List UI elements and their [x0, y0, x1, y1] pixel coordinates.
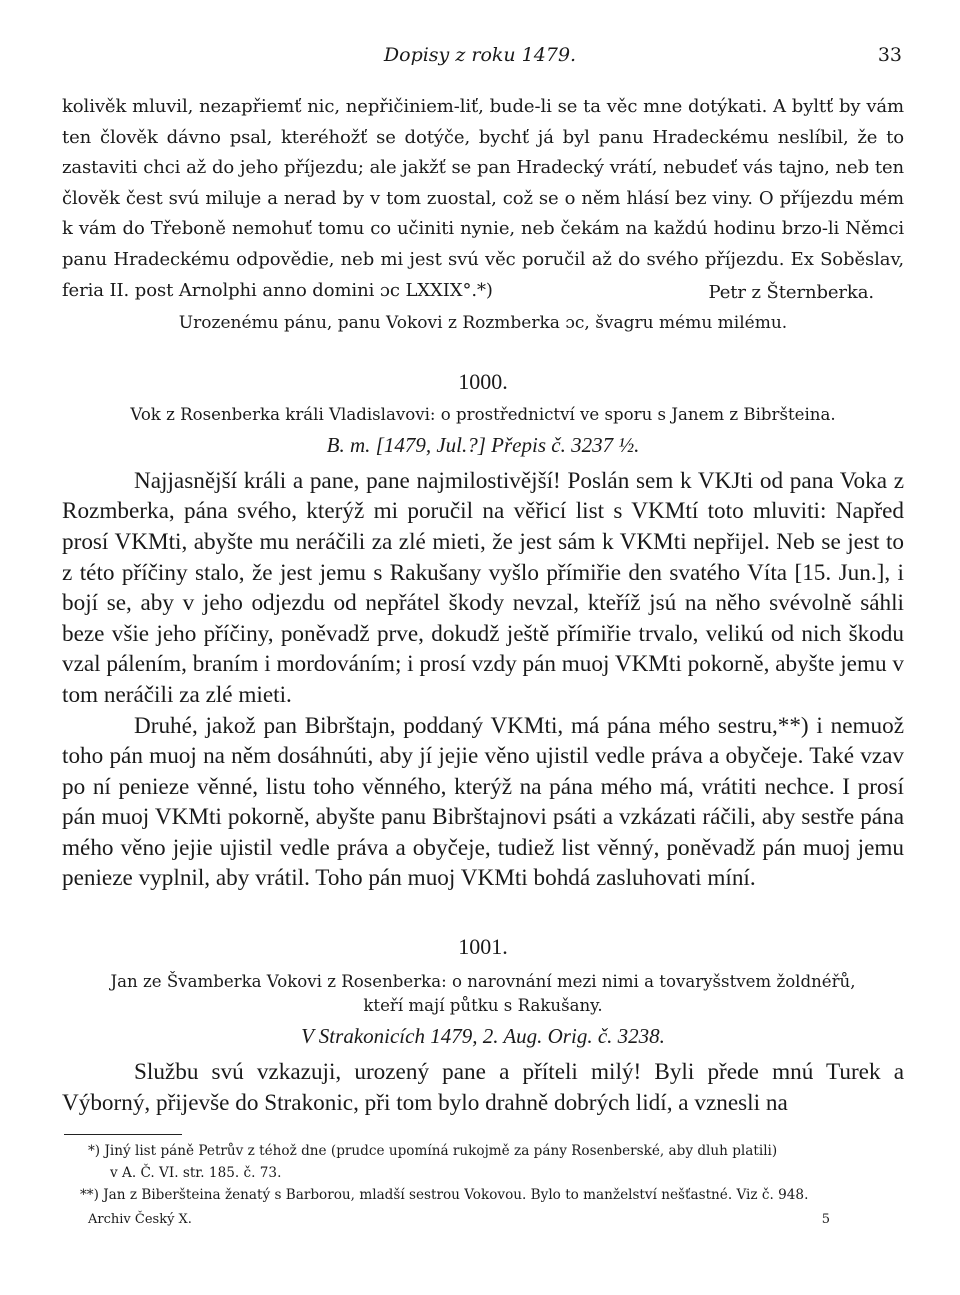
letter-999-address: Urozenému pánu, panu Vokovi z Rozmberka ɔc, švagru mému milému. [178, 312, 788, 333]
footnote-1 [88, 1140, 906, 1162]
archive-signature: Archiv Český X. [88, 1212, 192, 1227]
footnote-2-mark: **) [80, 1187, 99, 1203]
footnote-divider [64, 1134, 182, 1135]
footnote-2-text: Jan z Biberšteina ženatý s Barborou, mladší sestrou Vokovou. Bylo to manželství nešťastné. Viz č. 948. [103, 1187, 809, 1203]
page-header [0, 44, 960, 74]
footnote-1-mark: *) [88, 1143, 101, 1159]
footnote-1-continuation: v A. Č. VI. str. 185. č. 73. [110, 1165, 282, 1181]
letter-1000-paragraph-2: Druhé, jakož pan Bibrštajn, poddaný VKMti, má pána mého sestru,**) i nemuož toho pán muoj na něm dosáhnúti, aby jí jejie věno ujistil vedle práva a obyčeje. Také vzav po ní penieze věnné, listu toho věnného, kterýž na pána mého má, vrátiti nechce. I prosí pán muoj VKMti pokorně, abyšte panu Bibrštajnovi psáti a vzkázati ráčili, aby sestře pána mého věno jejie ujistil vedle práva a obyčeje, tudiež list věnný, poněvadž pán muoj jemu penieze vyplnil, aby vrátil. Toho pán muoj VKMti bohdá zasluhovati míní. [62, 712, 904, 892]
page-footer [88, 1212, 830, 1227]
sheet-signature-mark: 5 [821, 1212, 830, 1227]
footnotes [80, 1140, 906, 1206]
running-title: Dopisy z roku 1479. [383, 44, 577, 66]
letter-1000-title: Vok z Rosenberka králi Vladislavovi: o prostřednictví ve sporu s Janem z Bibršteina. [130, 404, 836, 424]
letter-1000-number: 1000. [458, 368, 508, 394]
letter-999-text: kolivěk mluvil, nezapřiemť nic, nepřičiniem-liť, bude-li se ta věc mne dotýkati. A byltť by vám ten člověk dávno psal, kteréhožť se dotýče, bychť já byl panu Hradeckému neslíbil, že to zastaviti chci až do jeho příjezdu; ale jakžť se pan Hradecký vrátí, nebudeť vás tajno, neb ten člověk čest svú miluje a nerad by v tom zuostal, což se o něm hlásí bez viny. O příjezdu mém k vám do Třeboně nemohuť tomu co učiniti nynie, neb čekám na každú hodinu brzo-li Němci panu Hradeckému odpovědie, neb mi jest svú věc poručil až do svého příjezdu. Ex Soběslav, feria II. post Arnolphi anno domini ɔc LXXIX°.*) [62, 96, 904, 301]
letter-1001-number: 1001. [458, 934, 508, 960]
letter-999-signature: Petr z Šternberka. [708, 282, 874, 304]
letter-1001-source: V Strakonicích 1479, 2. Aug. Orig. č. 3238. [301, 1024, 665, 1049]
page-body [62, 92, 904, 1118]
footnote-2 [80, 1184, 906, 1206]
letter-1001-title-line-2: kteří mají půtku s Rakušany. [363, 996, 603, 1016]
letter-1001-paragraph-1: Službu svú vzkazuji, urozený pane a příteli milý! Byli přede mnú Turek a Výborný, přijevše do Strakonic, při tom bylo drahně dobrých lidí, a vznesli na [62, 1059, 904, 1116]
letter-1000-paragraph-1: Najjasnější králi a pane, pane najmilostivější! Poslán sem k VKJti od pana Voka z Rozmberka, pána svého, kterýž mi poručil na věřicí list s VKMtí toto mluviti: Napřed prosí VKMti, abyšte mu neráčili za zlé mieti, že jest sám k VKMti nepřijel. Neb se jest to z této příčiny stalo, že jest jemu s Rakušany vyšlo přímiřie den svatého Víta [15. Jun.], i bojí se, aby v jeho odjezdu od nepřátel škody nevzal, kteříž jsú na něho svévolně sáhli beze všie jeho příčiny, poněvadž prve, dokudž ještě přímiřie trvalo, velikú od nich škodu vzal pálením, braním i mordováním; i prosí vzdy pán muoj VKMti pokorně, abyšte jemu v tom neráčili za zlé mieti. [62, 467, 904, 708]
letter-1000-source: B. m. [1479, Jul.?] Přepis č. 3237 ½. [326, 432, 640, 457]
letter-1001-title-line-1: Jan ze Švamberka Vokovi z Rosenberka: o narovnání mezi nimi a tovaryšstvem žoldnéřů, [110, 972, 856, 992]
page-number: 33 [877, 44, 902, 66]
footnote-1-text: Jiný list páně Petrův z téhož dne (prudce upomíná rukojmě za pány Rosenberské, aby dluh platili) [104, 1143, 778, 1159]
